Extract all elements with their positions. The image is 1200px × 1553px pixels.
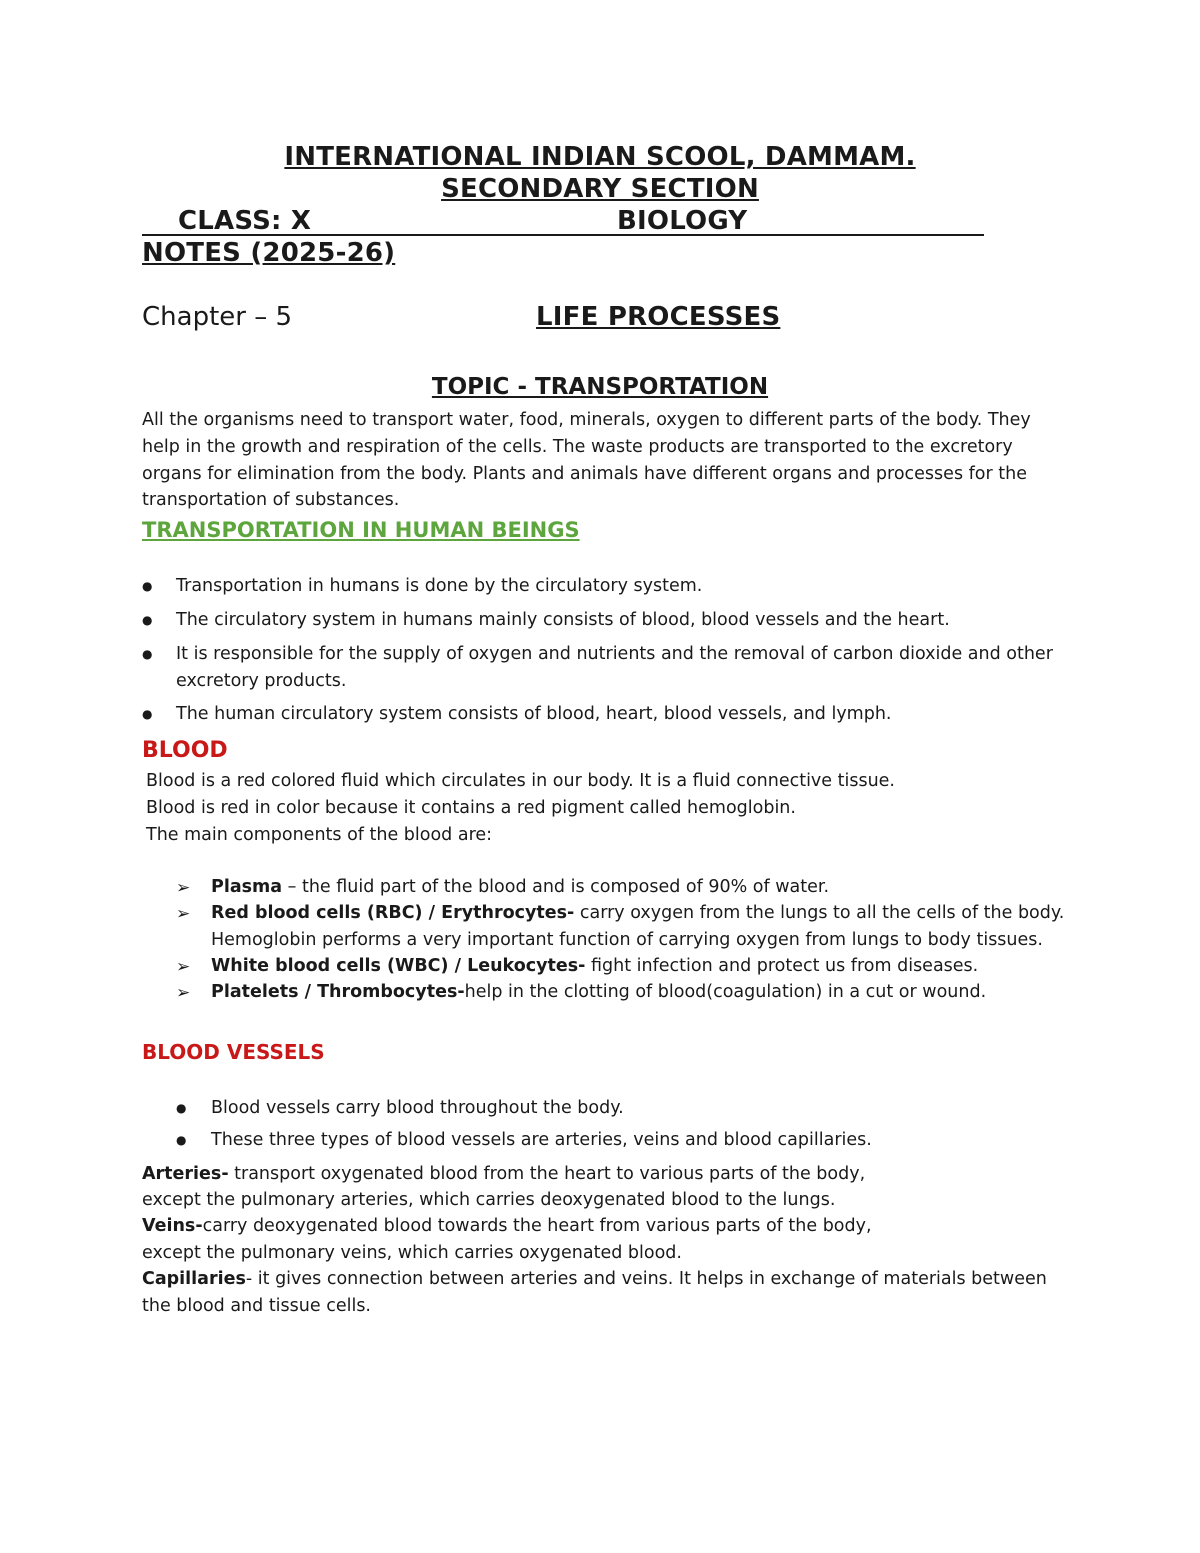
bullet-icon: ● — [142, 613, 153, 627]
intro-line-1: All the organisms need to transport water, food, minerals, oxygen to different parts of the body. They — [142, 410, 1031, 430]
human-bullet-2: The circulatory system in humans mainly consists of blood, blood vessels and the heart. — [176, 610, 950, 630]
arrow-bullet-icon: ➢ — [176, 878, 191, 898]
blood-line-3: The main components of the blood are: — [146, 825, 493, 845]
blood-heading: BLOOD — [142, 738, 228, 763]
bullet-icon: ● — [142, 579, 153, 593]
component-text: carry oxygen from the lungs to all the cells of the body. — [574, 903, 1065, 923]
arrow-bullet-icon: ➢ — [176, 957, 191, 977]
class-label: CLASS: X — [178, 206, 312, 236]
arrow-bullet-icon: ➢ — [176, 904, 191, 924]
human-bullet-4: The human circulatory system consists of blood, heart, blood vessels, and lymph. — [176, 704, 892, 724]
intro-line-3: organs for elimination from the body. Plants and animals have different organs and processes for the — [142, 464, 1027, 484]
component-term: Platelets / Thrombocytes- — [211, 982, 465, 1002]
bullet-icon: ● — [142, 707, 153, 721]
topic-heading: TOPIC - TRANSPORTATION — [431, 374, 769, 400]
component-platelets — [211, 982, 986, 1002]
component-term: Plasma — [211, 877, 283, 897]
intro-line-4: transportation of substances. — [142, 490, 400, 510]
bullet-icon: ● — [142, 647, 153, 661]
veins-text: carry deoxygenated blood towards the heart from various parts of the body, — [202, 1216, 872, 1236]
component-text: help in the clotting of blood(coagulation) in a cut or wound. — [464, 982, 987, 1002]
blood-line-2: Blood is red in color because it contains a red pigment called hemoglobin. — [146, 798, 796, 818]
school-name: INTERNATIONAL INDIAN SCOOL, DAMMAM. — [284, 142, 916, 172]
section-name: SECONDARY SECTION — [441, 174, 759, 204]
component-plasma — [211, 877, 829, 897]
vessels-heading: BLOOD VESSELS — [142, 1040, 325, 1064]
capillaries-line-1 — [142, 1269, 1047, 1289]
human-bullet-3: It is responsible for the supply of oxygen and nutrients and the removal of carbon dioxide and other — [176, 644, 1053, 664]
arteries-line-1 — [142, 1164, 865, 1184]
capillaries-text: - it gives connection between arteries and veins. It helps in exchange of materials between — [245, 1269, 1047, 1289]
chapter-title: LIFE PROCESSES — [536, 302, 781, 332]
arteries-text: transport oxygenated blood from the heart to various parts of the body, — [228, 1164, 866, 1184]
component-text: fight infection and protect us from diseases. — [585, 956, 979, 976]
component-rbc — [211, 903, 1064, 923]
notes-label: NOTES (2025-26) — [142, 238, 396, 268]
bullet-icon: ● — [176, 1101, 187, 1115]
human-transport-heading: TRANSPORTATION IN HUMAN BEINGS — [142, 518, 580, 542]
capillaries-term: Capillaries — [142, 1269, 246, 1289]
component-term: Red blood cells (RBC) / Erythrocytes- — [211, 903, 575, 923]
component-rbc-cont: Hemoglobin performs a very important function of carrying oxygen from lungs to body tissues. — [211, 930, 1043, 950]
blood-line-1: Blood is a red colored fluid which circulates in our body. It is a fluid connective tissue. — [146, 771, 895, 791]
chapter-number: Chapter – 5 — [142, 302, 293, 332]
vessels-bullet-1: Blood vessels carry blood throughout the body. — [211, 1098, 624, 1118]
human-bullet-1: Transportation in humans is done by the circulatory system. — [176, 576, 703, 596]
subject-label: BIOLOGY — [617, 206, 748, 236]
component-text: – the fluid part of the blood and is composed of 90% of water. — [282, 877, 830, 897]
bullet-icon: ● — [176, 1133, 187, 1147]
class-subject-line — [142, 206, 984, 237]
component-wbc — [211, 956, 978, 976]
header-underline — [142, 234, 984, 236]
vessels-bullet-2: These three types of blood vessels are arteries, veins and blood capillaries. — [211, 1130, 872, 1150]
capillaries-line-2: the blood and tissue cells. — [142, 1296, 371, 1316]
veins-line-1 — [142, 1216, 872, 1236]
veins-line-2: except the pulmonary veins, which carries oxygenated blood. — [142, 1243, 682, 1263]
veins-term: Veins- — [142, 1216, 203, 1236]
arrow-bullet-icon: ➢ — [176, 983, 191, 1003]
human-bullet-3-cont: excretory products. — [176, 671, 347, 691]
arteries-term: Arteries- — [142, 1164, 229, 1184]
component-term: White blood cells (WBC) / Leukocytes- — [211, 956, 586, 976]
intro-line-2: help in the growth and respiration of the cells. The waste products are transported to the excretory — [142, 437, 1013, 457]
arteries-line-2: except the pulmonary arteries, which carries deoxygenated blood to the lungs. — [142, 1190, 836, 1210]
